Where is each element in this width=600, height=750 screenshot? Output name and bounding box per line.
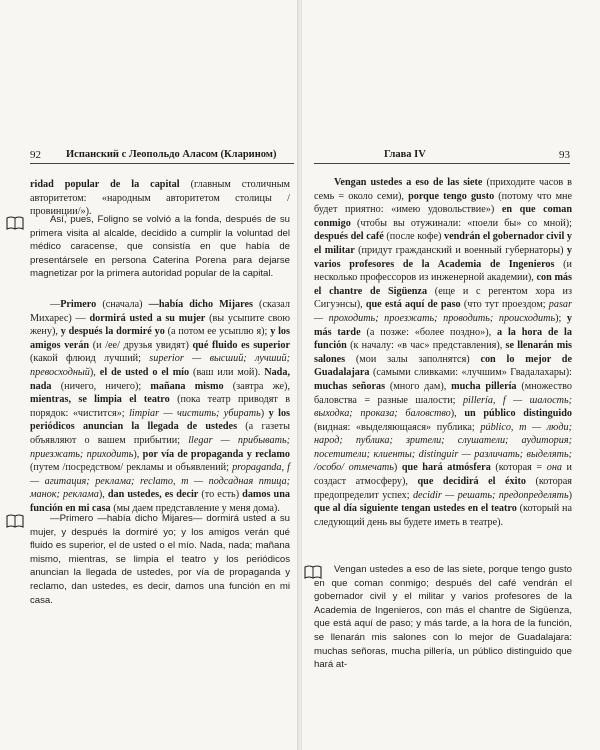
phrase: —había dicho Mijares (148, 299, 253, 310)
gloss: (самыми сливками: «лучшим» Гвадалахары): (369, 367, 572, 379)
book-icon (6, 514, 24, 528)
gloss: (ваш или мой). (189, 366, 265, 378)
gloss: ), (98, 489, 108, 501)
phrase: mucha pillería (451, 380, 517, 392)
gloss: (путем /посредством/ рекламы и объявлений; (30, 462, 233, 474)
page-number: 92 (30, 149, 41, 161)
phrase: en que coman conmigo (314, 204, 572, 229)
gloss: (завтра же), (223, 380, 290, 392)
phrase: un público distinguido (464, 408, 572, 420)
gloss: (после кофе) (383, 231, 444, 243)
phrase: con lo mejor de Guadalajara (314, 353, 572, 379)
phrase: se llenarán mis salones (314, 340, 572, 365)
gloss: (много дам), (385, 380, 452, 392)
gloss: ); (555, 312, 567, 324)
gloss: (а потом ее усыплю я); (164, 326, 271, 338)
note: propaganda, f — агитация; реклама; reclamo, m — подсадная птица; манок; реклама (30, 462, 290, 501)
translation-block (30, 298, 290, 516)
page-number: 93 (559, 149, 570, 161)
gloss: (что тут проездом; (460, 299, 549, 311)
gloss: (то есть) (198, 489, 243, 501)
gloss: (а газеты объявляют о вашем прибытии; (30, 421, 290, 446)
book-icon (6, 216, 24, 230)
gloss: (ничего, ничего); (51, 380, 151, 392)
phrase: que hará atmósfera (401, 462, 491, 474)
original-text: —Primero —había dicho Mijares— dormirá usted a su mujer, y después la dormiré yo; y los amigos verán qué fluido es superior, el de usted o el mío. Nada, nada; mañana mismo, mientras, se limpia el teatro y los periódicos anuncian la llegada de ustedes, por vía de propaganda y reclamo, dan ustedes, es decir, damos una función en mi casa. (30, 513, 290, 606)
original-text: Vengan ustedes a eso de las siete, porque tengo gusto en que coman conmigo; después del café vendrán el gobernador civil y el militar y varios profesores de la Academia de Ingenieros, con más el chantre de Sigüenza, que está aquí de paso; y más tarde, a la hora de la función, se llenarán mis salones con lo mejor de Guadalajara: muchas señoras, mucha pillería, un público distinguido que hará at- (314, 564, 572, 671)
translation-block (314, 176, 572, 529)
phrase: Nada, nada (30, 366, 290, 392)
note: decidir — решать; предопределять (412, 489, 569, 501)
phrase: después del café (314, 231, 384, 243)
phrase: que está aquí de paso (365, 299, 461, 311)
phrase: que al día siguiente tengan ustedes en el teatro (314, 503, 517, 515)
note: limpiar — чистить; убирать (129, 407, 261, 419)
gloss: (еще и с регентом хора из Сигуэнсы), (314, 285, 572, 311)
gloss: (которая предопределит успех; (314, 476, 572, 501)
note: público, m — люди; народ; публика; зрители; слушатели; аудитория; посетители; клиенты; distinguir — различать; выделять; /особо/ отмечать (314, 421, 572, 474)
phrase: y los amigos verán (30, 326, 290, 351)
gloss: ) (568, 489, 572, 501)
left-page-header (30, 148, 294, 162)
phrase: por vía de propaganda y reclamo (142, 448, 290, 460)
phrase: dan ustedes, es decir (107, 489, 199, 501)
phrase: y después la dormiré yo (60, 326, 165, 338)
phrase: vendrán el gobernador civil y el militar (314, 231, 572, 256)
phrase: qué fluido es superior (192, 339, 290, 351)
gloss: ) (260, 407, 269, 419)
gloss: (которая = (490, 462, 547, 474)
running-title: Глава IV (384, 149, 426, 160)
phrase: y los periódicos anuncian la llegada de ustedes (30, 407, 291, 433)
gloss: (к началу: «в час» представления), (346, 340, 506, 352)
original-text: Así, pues, Foligno se volvió a la fonda, después de su primera visita al alcalde, decidido a cumplir la voluntad del médico caracense, que consistía en que había de presentársele en persona Caterina Porena para dejarse magnetizar por la primera autoridad popular de la capital. (30, 214, 290, 280)
phrase: y más tarde (314, 312, 573, 338)
phrase: Primero (60, 299, 97, 310)
phrase: el de usted o el mío (99, 366, 190, 378)
phrase: que decidirá el éxito (417, 476, 526, 488)
gloss: ), (89, 366, 100, 378)
gloss: (сначала) (96, 299, 149, 310)
gloss: (который на следующий день вы будете иметь в театре). (314, 503, 573, 528)
gloss: (сказал Михарес) — (30, 299, 290, 324)
note: она (546, 462, 562, 474)
original-paragraph (30, 512, 290, 607)
right-page-header (314, 148, 570, 162)
header-rule (314, 163, 570, 164)
gloss: (а позже: «более поздно»), (360, 326, 498, 338)
text: — (50, 299, 61, 310)
gloss: (множество баловства = разные шалости; (314, 380, 572, 406)
gloss: и создаст атмосферу), (314, 462, 572, 488)
gloss: (приходите часов в семь = около семи), (314, 177, 572, 202)
running-title: Испанский с Леопольдо Аласом (Кларином) (66, 149, 277, 160)
note: pillería, f — шалость; выходка; проказа; баловство (314, 394, 572, 420)
note: pasar — проходить; проезжать; проводить; происходить (314, 299, 572, 324)
gloss: (и /ее/ друзья увидят) (89, 339, 193, 351)
gloss: (главным столичным авторитетом: «народным авторитетом столицы /провинции/»). (30, 179, 290, 218)
header-rule (30, 163, 294, 164)
gloss: (вы усыпите свою жену), (30, 312, 290, 338)
phrase: muchas señoras (314, 380, 386, 392)
gloss: (мои залы заполнятся) (345, 353, 481, 365)
phrase: damos una función en mi casa (30, 489, 290, 514)
phrase: Vengan ustedes a eso de las siete (334, 177, 483, 188)
gloss: (и несколько профессоров из инженерной академии), (314, 258, 572, 284)
phrase: dormirá usted a su mujer (89, 312, 206, 324)
gloss: (пока театр приводят в порядок: «чистится»; (30, 394, 291, 419)
phrase: porque tengo gusto (408, 190, 495, 202)
phrase: mientras, se limpia el teatro (30, 394, 170, 406)
original-paragraph (314, 563, 572, 672)
gloss: (какой флюид лучший; (30, 353, 150, 365)
phrase: mañana mismo (150, 380, 224, 392)
note: llegar — прибывать; приезжать; приходить (30, 434, 290, 460)
gloss: (потому что мне будет приятно: «имею удовольствие») (314, 190, 572, 216)
gloss: (видная: «выделяющаяся» публика; (314, 421, 481, 433)
gloss: (чтобы вы отужинали: «поели бы» со мной); (350, 217, 572, 229)
phrase: y varios profesores de la Academia de Ingenieros (314, 244, 573, 270)
original-paragraph (30, 213, 290, 281)
gloss: ), (450, 408, 465, 420)
gloss: (придут гражданский и военный губернаторы) (354, 244, 567, 256)
right-page (302, 0, 600, 750)
gloss: (мы даем представление у меня дома). (110, 502, 280, 514)
left-page (0, 0, 298, 750)
gloss: ) (393, 462, 402, 474)
note: superior — высший; лучший; превосходный (30, 353, 290, 378)
phrase: con más el chantre de Sigüenza (314, 272, 572, 297)
phrase: ridad popular de la capital (30, 179, 180, 190)
gloss: ), (133, 448, 143, 460)
phrase: a la hora de la función (314, 326, 572, 352)
